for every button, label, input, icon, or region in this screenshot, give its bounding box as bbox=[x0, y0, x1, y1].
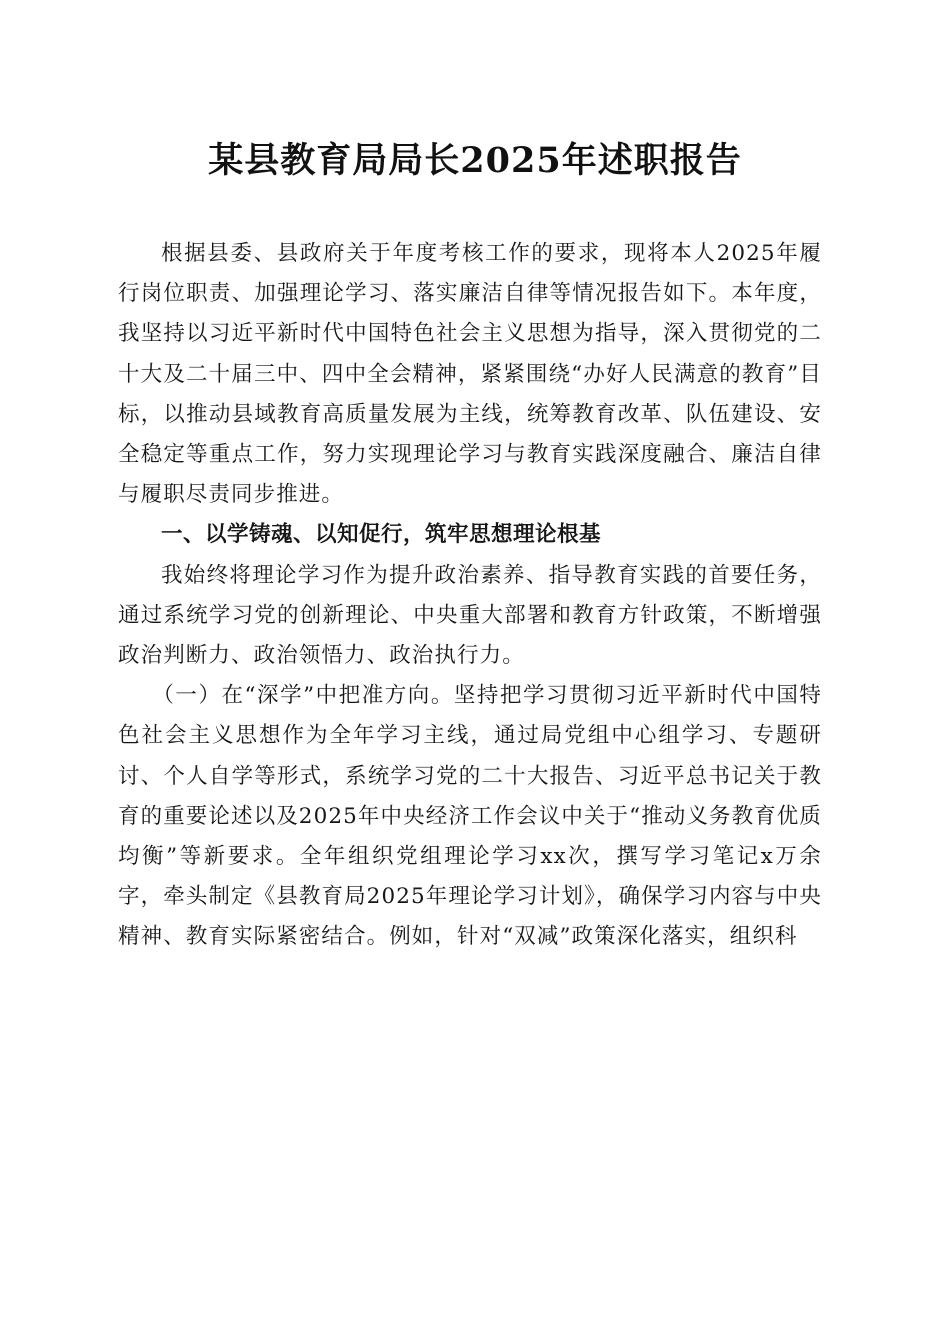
subsection-lead: （一）在“深学”中把准方向。 bbox=[152, 683, 454, 709]
document-body bbox=[118, 234, 822, 958]
subsection-paragraph bbox=[118, 676, 822, 957]
subsection-text: 坚持把学习贯彻习近平新时代中国特色社会主义思想作为全年学习主线，通过局党组中心组学习、专题研讨、个人自学等形式，系统学习党的二十大报告、习近平总书记关于教育的重要论述以及2025年中央经济工作会议中关于“推动义务教育优质均衡”等新要求。全年组织党组理论学习xx次，撰写学习笔记x万余字，牵头制定《县教育局2025年理论学习计划》，确保学习内容与中央精神、教育实际紧密结合。例如，针对“双减”政策深化落实，组织科 bbox=[118, 683, 823, 950]
section-heading: 一、以学铸魂、以知促行，筑牢思想理论根基 bbox=[161, 522, 602, 548]
intro-paragraph: 根据县委、县政府关于年度考核工作的要求，现将本人2025年履行岗位职责、加强理论学习、落实廉洁自律等情况报告如下。本年度，我坚持以习近平新时代中国特色社会主义思想为指导，深入贯彻党的二十大及二十届三中、四中全会精神，紧紧围绕“办好人民满意的教育”目标，以推动县域教育高质量发展为主线，统筹教育改革、队伍建设、安全稳定等重点工作，努力实现理论学习与教育实践深度融合、廉洁自律与履职尽责同步推进。 bbox=[118, 241, 822, 508]
document-title: 某县教育局局长2025年述职报告 bbox=[208, 140, 742, 181]
section-paragraph: 我始终将理论学习作为提升政治素养、指导教育实践的首要任务，通过系统学习党的创新理论、中央重大部署和教育方针政策，不断增强政治判断力、政治领悟力、政治执行力。 bbox=[118, 562, 822, 669]
